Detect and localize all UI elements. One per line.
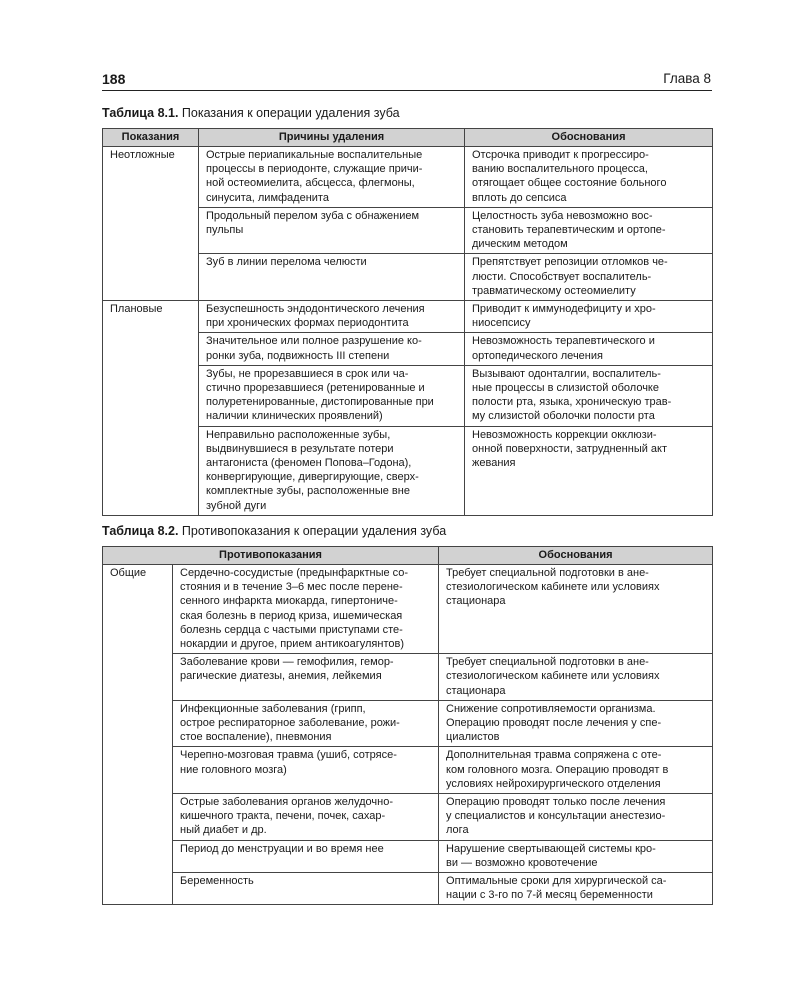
group-label [103, 794, 173, 841]
cause-cell [199, 147, 465, 208]
cause-text: Зуб в линии перелома челюсти [206, 256, 367, 269]
reason-text: Снижение сопротивляемости организма. Операцию проводят после лечения у спе- циалистов [446, 702, 662, 744]
reason-cell [439, 873, 713, 905]
cause-cell [199, 254, 465, 301]
table-row [103, 700, 713, 747]
contra-text: Черепно-мозговая травма (ушиб, сотрясе- ние головного мозга) [180, 749, 397, 776]
reason-cell [465, 147, 713, 208]
reason-text: Требует специальной подготовки в ане- стезиологическом кабинете или условиях стационара [446, 656, 660, 697]
group-label-text: Общие [110, 567, 147, 579]
cause-cell [199, 426, 465, 515]
table1-caption-text: Показания к операции удаления зуба [178, 106, 400, 120]
group-label [103, 333, 199, 365]
table-row [103, 794, 713, 841]
group-label [103, 654, 173, 701]
page-number: 188 [102, 71, 126, 87]
group-label-text: Неотложные [110, 149, 175, 161]
reason-cell [465, 426, 713, 515]
group-label [103, 426, 199, 515]
group-label [103, 147, 199, 208]
group-label [103, 301, 199, 333]
group-label [103, 840, 173, 872]
contra-text: Беременность [180, 875, 254, 888]
table-row [103, 840, 713, 872]
contra-text: Сердечно-сосудистые (предынфарктные со- стояния и в течение 3–6 мес после перене- сенного инфаркта миокарда, гипертониче- ская болезнь в период криза, ишемическая болезнь сердца с частыми приступами сте- нокардии и другое, прием антикоагулянтов) [180, 567, 409, 651]
cause-text: Продольный перелом зуба с обнажением пульпы [206, 209, 420, 237]
table-header-row [103, 547, 713, 565]
reason-cell [465, 301, 713, 333]
cause-text: Зубы, не прорезавшиеся в срок или ча- стично прорезавшиеся (ретенированные и полуретенированные, дистопированные при наличии клинических проявлений) [206, 367, 434, 423]
table-row [103, 207, 713, 254]
table-row [103, 565, 713, 654]
reason-text: Невозможность коррекции окклюзи- онной поверхности, затрудненный акт жевания [472, 428, 668, 470]
table-row [103, 333, 713, 365]
group-label [103, 365, 199, 426]
table-row [103, 147, 713, 208]
table2-caption-text: Противопоказания к операции удаления зуба [178, 524, 447, 538]
column-header: Противопоказания [103, 547, 439, 565]
contra-cell [173, 565, 439, 654]
indications-table [102, 128, 713, 516]
group-label [103, 207, 199, 254]
reason-text: Оптимальные сроки для хирургической са- нации с 3-го по 7-й месяц беременности [446, 875, 667, 902]
reason-cell [465, 254, 713, 301]
group-label-text: Плановые [110, 303, 163, 316]
contra-cell [173, 747, 439, 794]
reason-text: Приводит к иммунодефициту и хро- ниосепсису [472, 303, 656, 330]
cause-cell [199, 301, 465, 333]
reason-text: Вызывают одонталгии, воспалитель- ные процессы в слизистой оболочке полости рта, языка, хроническую трав- му слизистой оболочки полости рта [472, 367, 672, 423]
table-row [103, 747, 713, 794]
group-label [103, 254, 199, 301]
cause-text: Острые периапикальные воспалительные процессы в периодонте, служащие причи- ной остеомиелита, абсцесса, флегмоны, синусита, лимфаденита [206, 149, 423, 204]
contra-cell [173, 794, 439, 841]
reason-cell [439, 747, 713, 794]
cause-text: Значительное или полное разрушение ко- ронки зуба, подвижность III степени [206, 335, 422, 362]
cause-cell [199, 333, 465, 365]
reason-cell [465, 365, 713, 426]
reason-text: Требует специальной подготовки в ане- стезиологическом кабинете или условиях стационара [446, 567, 660, 608]
table-header-row [103, 129, 713, 147]
contra-text: Заболевание крови — гемофилия, гемор- рагические диатезы, анемия, лейкемия [180, 656, 394, 683]
reason-cell [439, 700, 713, 747]
cause-cell [199, 207, 465, 254]
reason-text: Дополнительная травма сопряжена с оте- ком головного мозга. Операцию проводят в условиях нейрохирургического отделения [446, 749, 669, 790]
reason-cell [465, 207, 713, 254]
table1-caption [102, 106, 400, 120]
table1-caption-label: Таблица 8.1. [102, 106, 179, 120]
reason-cell [439, 794, 713, 841]
table-row [103, 365, 713, 426]
contra-cell [173, 654, 439, 701]
group-label [103, 747, 173, 794]
contra-text: Острые заболевания органов желудочно- кишечного тракта, печени, почек, сахар- ный диабет и др. [180, 796, 393, 837]
cause-text: Неправильно расположенные зубы, выдвинувшиеся в результате потери антагониста (феномен Попова–Годона), конвергирующие, дивергирующие, сверх- комплектные зубы, расположенные вне зубной дуги [206, 428, 419, 512]
header-rule [102, 90, 712, 91]
contra-cell [173, 840, 439, 872]
reason-text: Невозможность терапевтического и ортопедического лечения [472, 335, 655, 362]
contra-cell [173, 873, 439, 905]
reason-text: Операцию проводят только после лечения у специалистов и консультации анестезио- лога [446, 796, 666, 837]
reason-cell [439, 565, 713, 654]
reason-cell [465, 333, 713, 365]
group-label [103, 873, 173, 905]
column-header: Обоснования [439, 547, 713, 565]
table-row [103, 301, 713, 333]
reason-text: Препятствует репозиции отломков че- люсти. Способствует воспалитель- травматическому остеомиелиту [472, 256, 668, 297]
column-header: Показания [103, 129, 199, 147]
table-row [103, 873, 713, 905]
reason-text: Целостность зуба невозможно вос- становить терапевтическим и ортопе- дическим методом [472, 209, 666, 251]
group-label [103, 565, 173, 654]
reason-cell [439, 654, 713, 701]
column-header: Обоснования [465, 129, 713, 147]
table2-caption-label: Таблица 8.2. [102, 524, 179, 538]
table-row [103, 426, 713, 515]
contraindications-table [102, 546, 713, 905]
table-row [103, 254, 713, 301]
cause-cell [199, 365, 465, 426]
contra-text: Период до менструации и во время нее [180, 842, 384, 855]
group-label [103, 700, 173, 747]
contra-text: Инфекционные заболевания (грипп, острое респираторное заболевание, рожи- стое воспаление), пневмония [180, 702, 400, 744]
contra-cell [173, 700, 439, 747]
table2-caption [102, 524, 446, 538]
reason-text: Отсрочка приводит к прогрессиро- ванию воспалительного процесса, отягощает общее состояние больного вплоть до сепсиса [472, 149, 667, 204]
cause-text: Безуспешность эндодонтического лечения при хронических формах периодонтита [206, 303, 425, 330]
table-row [103, 654, 713, 701]
reason-cell [439, 840, 713, 872]
chapter-title: Глава 8 [663, 71, 711, 86]
reason-text: Нарушение свертывающей системы кро- ви — возможно кровотечение [446, 842, 656, 869]
column-header: Причины удаления [199, 129, 465, 147]
